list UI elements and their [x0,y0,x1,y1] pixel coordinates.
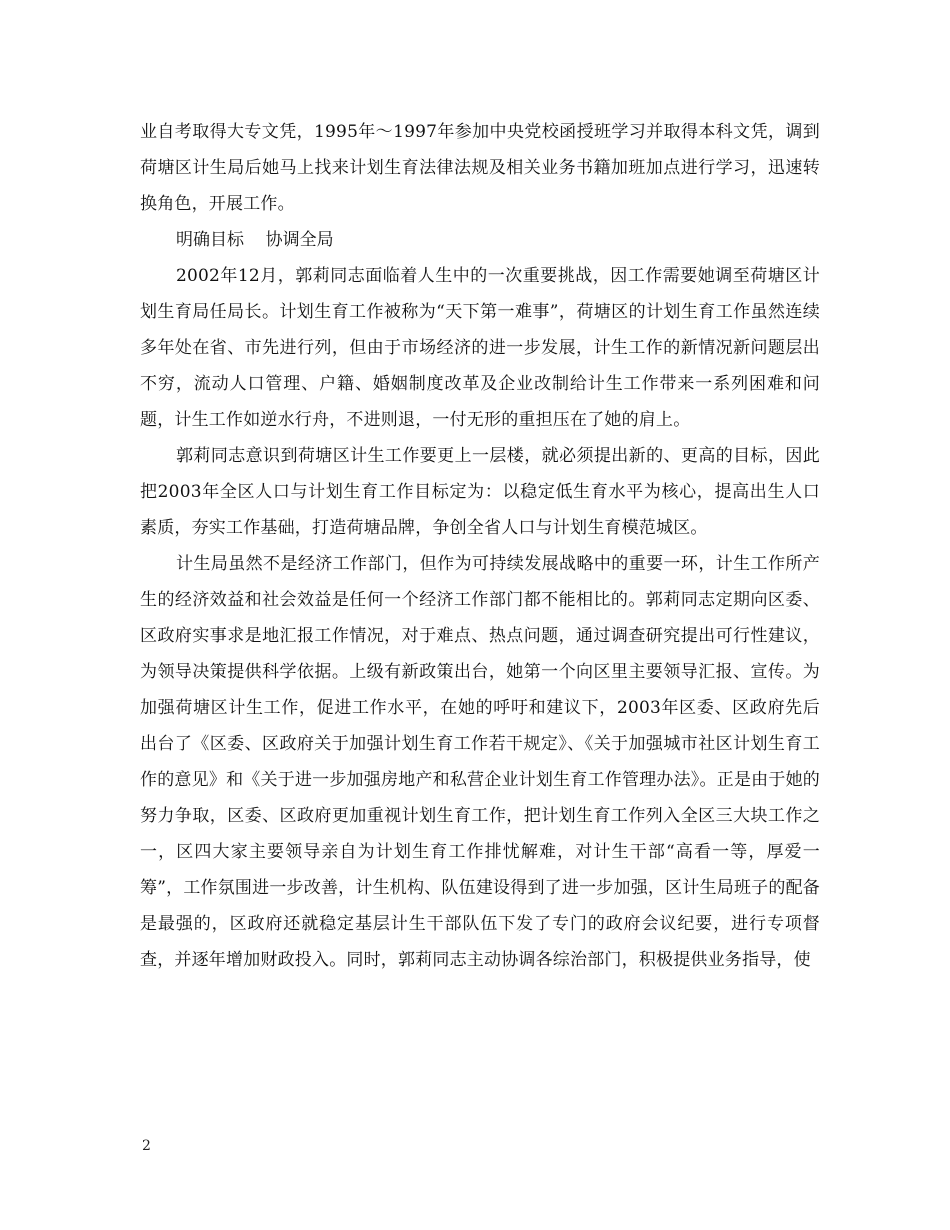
page-number: 2 [142,1138,151,1154]
paragraph-coordination: 计生局虽然不是经济工作部门，但作为可持续发展战略中的重要一环，计生工作所产生的经济效益和社会效益是任何一个经济工作部门都不能相比的。郭莉同志定期向区委、区政府实事求是地汇报工作情况，对于难点、热点问题，通过调查研究提出可行性建议，为领导决策提供科学依据。上级有新政策出台，她第一个向区里主要领导汇报、宣传。为加强荷塘区计生工作，促进工作水平，在她的呼吁和建议下，2003年区委、区政府先后出台了《区委、区政府关于加强计划生育工作若干规定》、《关于加强城市社区计划生育工作的意见》和《关于进一步加强房地产和私营企业计划生育工作管理办法》。正是由于她的努力争取，区委、区政府更加重视计划生育工作，把计划生育工作列入全区三大块工作之一，区四大家主要领导亲自为计划生育工作排忧解难，对计生干部“高看一等，厚爱一筹”，工作氛围进一步改善，计生机构、队伍建设得到了进一步加强，区计生局班子的配备是最强的，区政府还就稳定基层计生干部队伍下发了专门的政府会议纪要，进行专项督查，并逐年增加财政投入。同时，郭莉同志主动协调各综治部门，积极提供业务指导，使 [140,554,820,970]
paragraph-continuation: 业自考取得大专文凭，1995年～1997年参加中央党校函授班学习并取得本科文凭，调到荷塘区计生局后她马上找来计划生育法律法规及相关业务书籍加班加点进行学习，迅速转换角色，开展工作。 [140,122,820,214]
document-body [140,114,820,978]
section-subheading: 明确目标 协调全局 [176,230,334,250]
paragraph-appointment: 2002年12月，郭莉同志面临着人生中的一次重要挑战，因工作需要她调至荷塘区计划生育局任局长。计划生育工作被称为“天下第一难事”，荷塘区的计划生育工作虽然连续多年处在省、市先进行列，但由于市场经济的进一步发展，计生工作的新情况新问题层出不穷，流动人口管理、户籍、婚姻制度改革及企业改制给计生工作带来一系列困难和问题，计生工作如逆水行舟，不进则退，一付无形的重担压在了她的肩上。 [140,266,820,430]
paragraph-goals: 郭莉同志意识到荷塘区计生工作要更上一层楼，就必须提出新的、更高的目标，因此把2003年全区人口与计划生育工作目标定为：以稳定低生育水平为核心，提高出生人口素质，夯实工作基础，打造荷塘品牌，争创全省人口与计划生育模范城区。 [140,446,820,538]
